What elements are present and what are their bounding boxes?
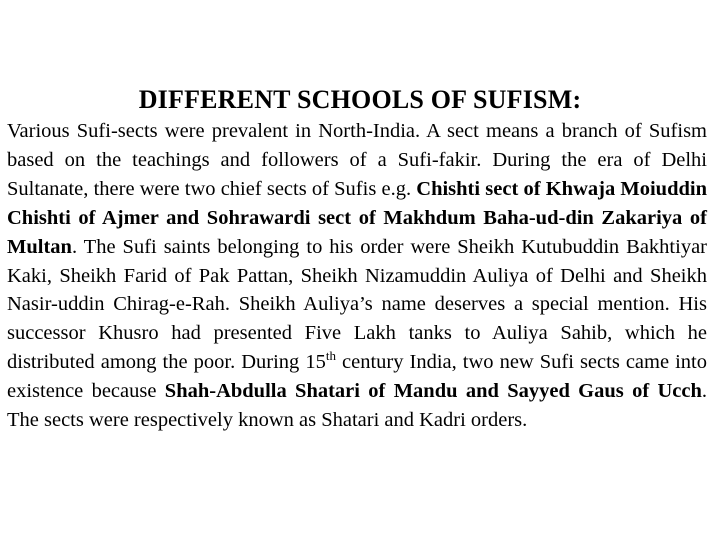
bold-run-chief-sects: Chishti sect of Khwaja Moiuddin Chishti of Ajmer and Sohrawardi sect of Makhdum Baha-ud-din Zakariya of Multan (7, 177, 707, 258)
text-run-3: century India, two new Sufi sects came into existence because (7, 351, 708, 403)
bold-run-new-sects: Shah-Abdulla Shatari of Mandu and Sayyed Gaus of Ucch (164, 380, 702, 403)
body-paragraph (7, 117, 707, 435)
slide-title: DIFFERENT SCHOOLS OF SUFISM: (138, 85, 582, 114)
superscript-th: th (325, 348, 336, 364)
text-run-2: . The Sufi saints belonging to his order were Sheikh Kutubuddin Bakhtiyar Kaki, Sheikh Farid of Pak Pattan, Sheikh Nizamuddin Auliya of Delhi and Sheikh Nasir-uddin Chirag-e-Rah. Sheikh Auliya’s name deserves a special mention. His successor Khusro had presented Five Lakh tanks to Auliya Sahib, which he distributed among the poor. During 15 (7, 235, 707, 374)
text-run-4: . The sects were respectively known as Shatari and Kadri orders. (7, 380, 707, 432)
text-run-1: Various Sufi-sects were prevalent in North-India. A sect means a branch of Sufism based on the teachings and followers of a Sufi-fakir. During the era of Delhi Sultanate, there were two chief sects of Sufis e.g. (7, 120, 707, 200)
